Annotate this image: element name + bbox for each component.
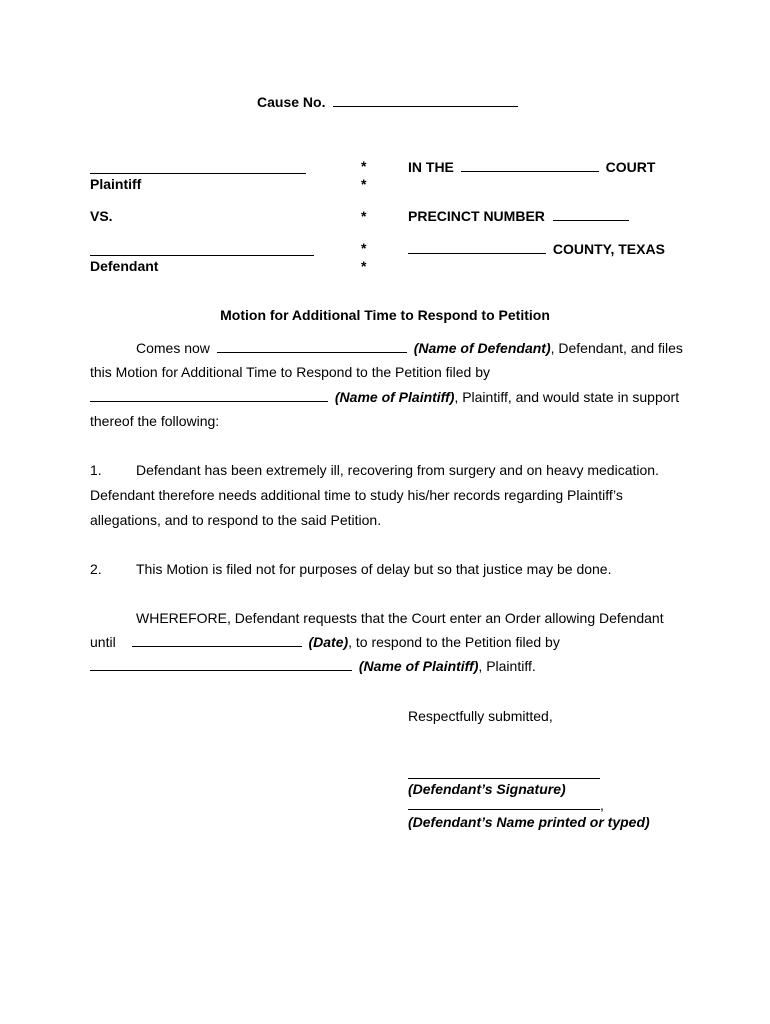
star-2: * xyxy=(361,176,367,192)
item-1-line-1: Defendant has been extremely ill, recovering from surgery and on heavy medication. xyxy=(136,462,659,478)
motion-title: Motion for Additional Time to Respond to Petition xyxy=(220,307,550,323)
item-1-line-3: allegations, and to respond to the said Petition. xyxy=(90,512,382,528)
until-text: until xyxy=(90,634,116,650)
vs-label: VS. xyxy=(90,208,113,224)
court-blank[interactable] xyxy=(461,159,599,172)
plaintiff-name-blank-2[interactable] xyxy=(90,658,352,671)
wherefore-line-3 xyxy=(90,658,536,674)
printed-name-comma: , xyxy=(600,797,604,813)
intro-line-4: thereof the following: xyxy=(90,413,220,429)
star-5: * xyxy=(361,258,367,274)
wherefore-line-2 xyxy=(90,634,560,650)
name-of-plaintiff-label-1: (Name of Plaintiff) xyxy=(334,389,455,405)
plaintiff-end-text: , Plaintiff. xyxy=(478,658,536,674)
intro-line-3 xyxy=(90,389,679,405)
precinct-number-label: PRECINCT NUMBER xyxy=(408,208,545,224)
star-4: * xyxy=(361,240,367,256)
cause-number-blank[interactable] xyxy=(333,94,518,107)
intro-line-1 xyxy=(136,340,683,356)
name-of-defendant-label: (Name of Defendant) xyxy=(413,340,551,356)
defendant-printed-name-label: (Defendant’s Name printed or typed) xyxy=(408,814,650,830)
item-2-text: This Motion is filed not for purposes of delay but so that justice may be done. xyxy=(136,561,612,577)
comes-now-text: Comes now xyxy=(136,340,210,356)
county-blank[interactable] xyxy=(408,241,546,254)
county-row xyxy=(408,241,665,257)
cause-number-row xyxy=(257,94,518,110)
item-2-number: 2. xyxy=(90,561,102,577)
name-of-plaintiff-label-2: (Name of Plaintiff) xyxy=(358,658,479,674)
signature-blank[interactable] xyxy=(408,778,600,779)
plaintiff-label: Plaintiff xyxy=(90,176,142,192)
plaintiff-blank[interactable] xyxy=(90,173,306,174)
defendant-blank[interactable] xyxy=(90,255,314,256)
intro-line-2: this Motion for Additional Time to Respond to the Petition filed by xyxy=(90,364,491,380)
cause-number-label: Cause No. xyxy=(257,94,326,110)
precinct-row xyxy=(408,208,629,224)
precinct-number-blank[interactable] xyxy=(553,208,629,221)
item-1-number: 1. xyxy=(90,462,102,478)
defendant-name-blank[interactable] xyxy=(217,340,407,353)
defendant-label: Defendant xyxy=(90,258,159,274)
date-label: (Date) xyxy=(308,634,349,650)
court-row xyxy=(408,159,655,175)
defendant-signature-label: (Defendant’s Signature) xyxy=(408,781,566,797)
respond-text: , to respond to the Petition filed by xyxy=(348,634,560,650)
wherefore-line-1: WHEREFORE, Defendant requests that the Court enter an Order allowing Defendant xyxy=(136,610,664,626)
court-label: COURT xyxy=(605,159,656,175)
in-the-label: IN THE xyxy=(408,159,454,175)
respectfully-submitted: Respectfully submitted, xyxy=(408,708,553,724)
star-1: * xyxy=(361,158,367,174)
date-blank[interactable] xyxy=(132,634,302,647)
star-3: * xyxy=(361,208,367,224)
plaintiff-support-text: , Plaintiff, and would state in support xyxy=(454,389,680,405)
defendant-and-files-text: , Defendant, and files xyxy=(550,340,683,356)
printed-name-blank[interactable] xyxy=(408,809,600,810)
item-1-line-2: Defendant therefore needs additional time to study his/her records regarding Plaintiff’s xyxy=(90,487,623,503)
plaintiff-name-blank-1[interactable] xyxy=(90,389,328,402)
county-texas-label: COUNTY, TEXAS xyxy=(552,241,665,257)
